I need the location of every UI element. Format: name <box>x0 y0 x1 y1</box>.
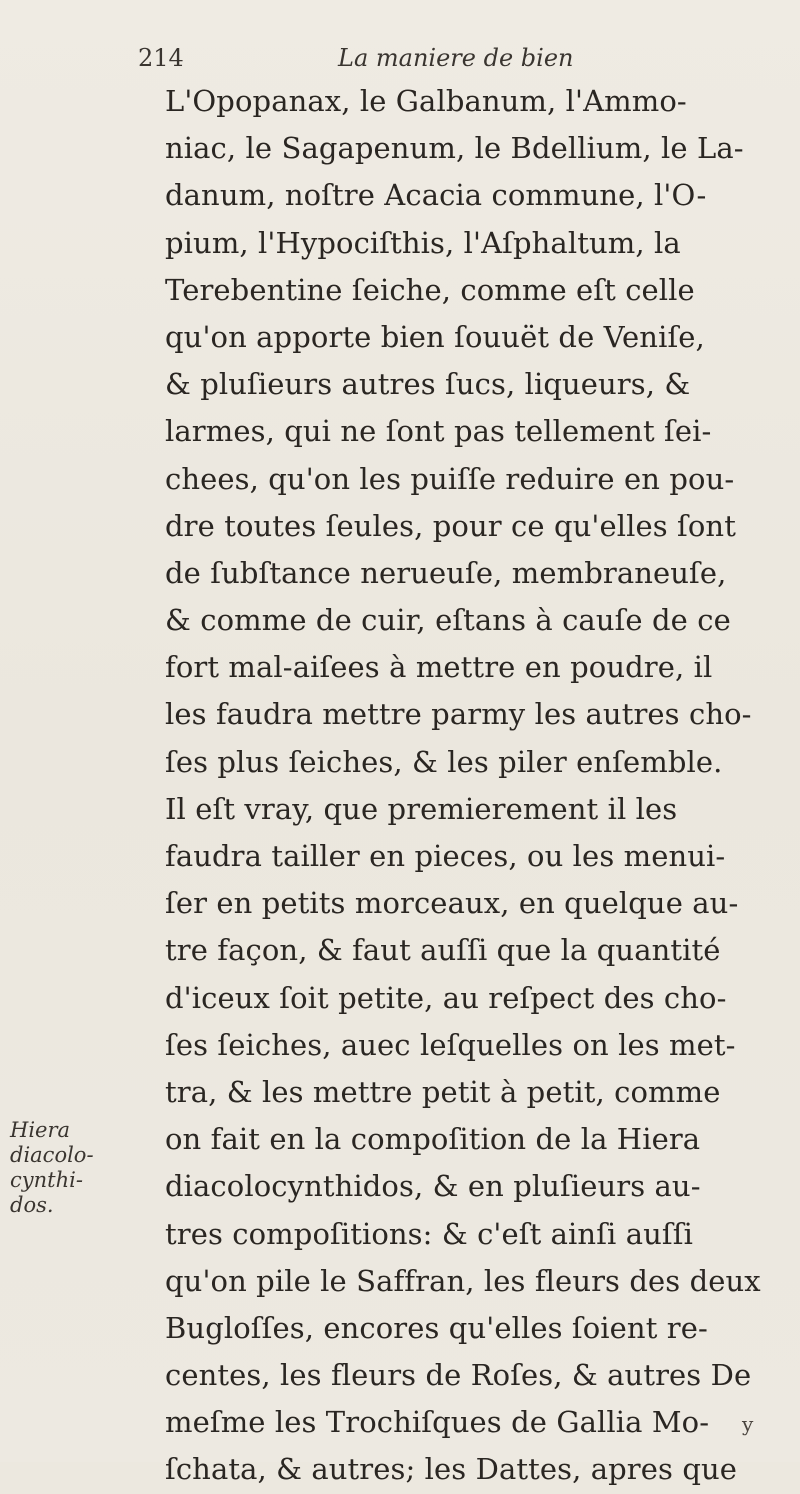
text-line: tra, & les mettre petit à petit, comme <box>165 1074 721 1109</box>
page-number: 214 <box>138 44 184 72</box>
text-line: les faudra mettre parmy les autres cho- <box>165 697 752 732</box>
text-line: ſes plus ſeiches, & les piler enſemble. <box>165 744 723 779</box>
text-line: & comme de cuir, eſtans à cauſe de ce <box>165 603 731 638</box>
margin-note-line: dos. <box>10 1193 54 1217</box>
text-line: meſme les Trochiſques de Gallia Mo- <box>165 1405 710 1440</box>
text-line: tre façon, & faut auſſi que la quantité <box>165 933 721 968</box>
text-line: chees, qu'on les puiſſe reduire en pou- <box>165 461 735 496</box>
text-line: niac, le Sagapenum, le Bdellium, le La- <box>165 131 744 166</box>
text-line: fort mal-aiſees à mettre en poudre, il <box>165 650 713 685</box>
margin-note-line: cynthi- <box>10 1168 83 1192</box>
text-line: L'Opopanax, le Galbanum, l'Ammo- <box>165 84 687 118</box>
text-line: ſer en petits morceaux, en quelque au- <box>165 886 739 921</box>
text-line: & pluſieurs autres ſucs, liqueurs, & <box>165 367 691 402</box>
signature-mark: y <box>742 1412 754 1436</box>
margin-note-line: Hiera <box>10 1118 71 1142</box>
text-line: larmes, qui ne ſont pas tellement ſei- <box>165 414 712 449</box>
text-line: Bugloſſes, encores qu'elles ſoient re- <box>165 1310 708 1345</box>
text-line: qu'on apporte bien ſouuët de Veniſe, <box>165 319 705 354</box>
text-line: Terebentine ſeiche, comme eſt celle <box>165 272 695 307</box>
text-line: ſchata, & autres; les Dattes, apres que <box>165 1452 738 1487</box>
margin-note-line: diacolo- <box>10 1143 94 1167</box>
text-line: de ſubſtance nerueuſe, membraneuſe, <box>165 555 727 590</box>
margin-note <box>10 1118 120 1218</box>
text-line: dre toutes ſeules, pour ce qu'elles ſont <box>165 508 736 543</box>
running-title: La maniere de bien <box>338 44 574 72</box>
text-line: ſes ſeiches, auec leſquelles on les met- <box>165 1027 736 1062</box>
text-line: diacolocynthidos, & en pluſieurs au- <box>165 1169 701 1204</box>
text-line: Il eſt vray, que premierement il les <box>165 791 678 826</box>
text-line: qu'on pile le Saffran, les fleurs des deux <box>165 1263 761 1298</box>
body-text <box>165 78 785 1494</box>
text-line: pium, l'Hypociſthis, l'Aſphaltum, la <box>165 225 681 260</box>
text-line: faudra tailler en pieces, ou les menui- <box>165 839 726 873</box>
text-line: danum, noſtre Acacia commune, l'O- <box>165 178 707 213</box>
text-line: centes, les fleurs de Roſes, & autres De <box>165 1358 752 1393</box>
text-line: tres compoſitions: & c'eſt ainſi auſſi <box>165 1216 693 1251</box>
text-line: d'iceux ſoit petite, au reſpect des cho- <box>165 980 727 1015</box>
text-line: on fait en la compoſition de la Hiera <box>165 1122 701 1157</box>
